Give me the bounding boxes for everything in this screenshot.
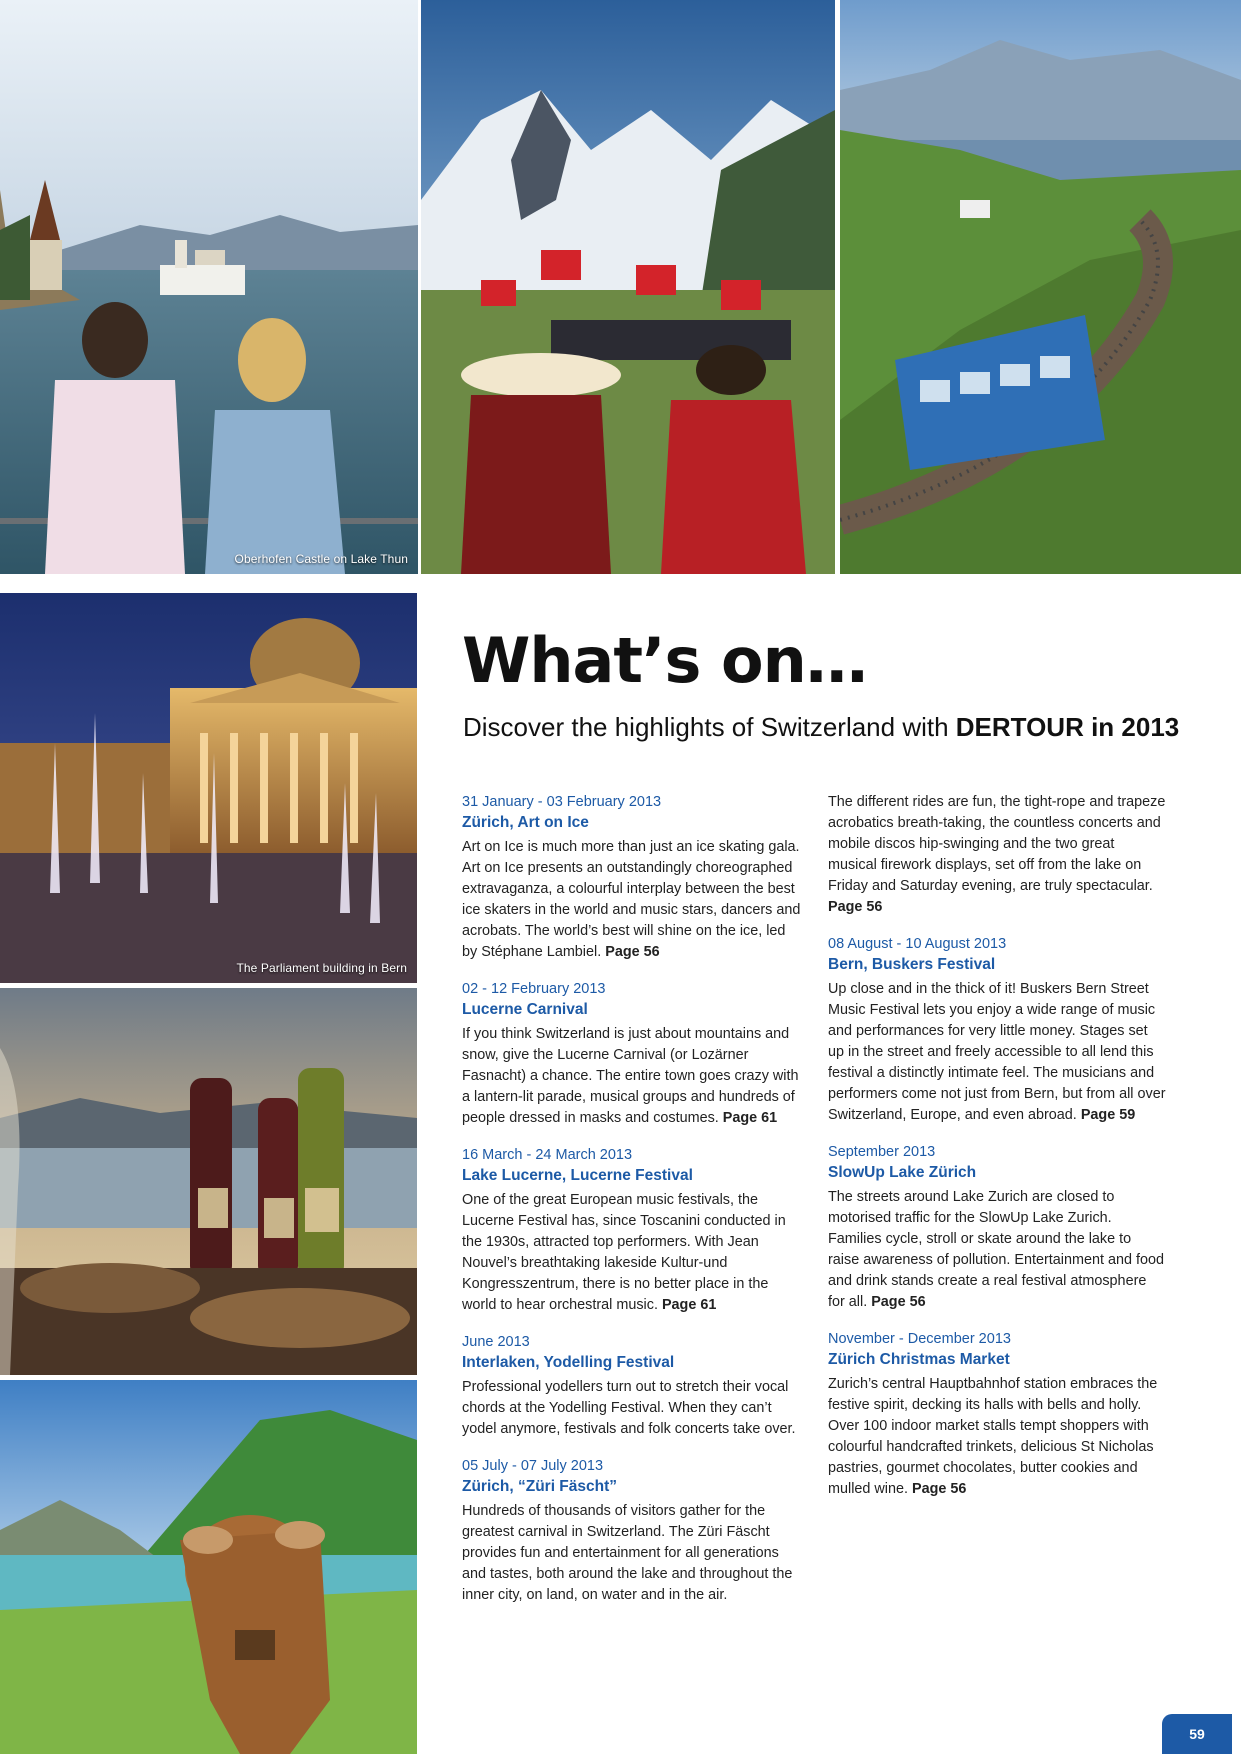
event-page-ref: Page 56 [828,899,883,915]
event-date: 31 January - 03 February 2013 [462,794,662,810]
event-text: One of the great European music festivals, the Lucerne Festival has, since Toscanini conducted in the 1930s, attracted top performers. With Jean Nouvel’s breathtaking lakeside Kultur-und Kongresszentrum, there is no better place in the world to hear orchestral music. [462,1192,786,1313]
event-name: Bern, Buskers Festival [828,956,996,973]
event-name: Zürich Christmas Market [828,1351,1010,1368]
event-continuation [828,792,1166,918]
event-item [462,979,802,1129]
photo-caption: The Parliament building in Bern [236,961,407,975]
event-date: 16 March - 24 March 2013 [462,1147,633,1163]
event-name: Zürich, “Züri Fäscht” [462,1478,618,1495]
mountain-railway-illustration [840,0,1241,574]
event-date: September 2013 [828,1144,936,1160]
event-date: June 2013 [462,1334,530,1350]
page-title: What’s on… [462,624,867,697]
event-date: November - December 2013 [828,1331,1011,1347]
event-description [828,1374,1166,1500]
event-item [828,1329,1166,1500]
event-item [462,1332,802,1440]
photo-alpine-cow [0,1380,417,1754]
event-name: Interlaken, Yodelling Festival [462,1354,675,1371]
photo-wine-lakeside [0,988,417,1375]
event-description [462,1190,802,1316]
event-text: The different rides are fun, the tight-rope and trapeze acrobatics breath-taking, the countless concerts and mobile discos hip-swinging and the two great musical firework displays, set off from the lake on Friday and Saturday evening, are truly spectacular. [828,794,1166,894]
event-text: Zurich’s central Hauptbahnhof station embraces the festive spirit, decking its halls with bells and holly. Over 100 indoor market stalls tempt shoppers with colourful handcrafted trinkets, delicious St Nicholas pastries, gourmet chocolates, butter cookies and mulled wine. [828,1376,1158,1497]
photo-caption: Oberhofen Castle on Lake Thun [234,552,408,566]
event-item [828,934,1166,1126]
subtitle-text: Discover the highlights of Switzerland with [463,712,956,742]
event-text: The streets around Lake Zurich are closed to motorised traffic for the SlowUp Lake Zurich. Families cycle, stroll or skate around the lake to raise awareness of pollution. Entertainment and food and drink stands create a real festival atmosphere for all. [828,1189,1164,1310]
event-page-ref: Page 61 [661,1297,717,1313]
page-subtitle [463,712,1179,743]
event-date: 05 July - 07 July 2013 [462,1458,604,1474]
event-item [462,792,802,963]
photo-oberhofen-castle [0,0,418,574]
event-item [462,1145,802,1316]
alpine-cow-illustration [0,1380,417,1754]
event-description [828,979,1166,1126]
event-text: Professional yodellers turn out to stretch their vocal chords at the Yodelling Festival. When they can’t yodel anymore, festivals and folk concerts take over. [462,1379,796,1437]
page-number: 59 [1162,1714,1232,1754]
subtitle-brand: DERTOUR in 2013 [955,712,1180,742]
photo-alpine-festival [421,0,835,574]
alpine-festival-illustration [421,0,835,574]
events-column-left [462,792,802,1622]
event-text: Art on Ice is much more than just an ice skating gala. Art on Ice presents an outstandingly choreographed extravaganza, a colourful interplay between the best ice skaters in the world and music stars, dancers and acrobats. The world’s best will shine on the ice, led by Stéphane Lambiel. [462,839,801,960]
event-name: Zürich, Art on Ice [462,814,589,831]
event-page-ref: Page 56 [871,1294,926,1310]
event-page-ref: Page 56 [605,944,660,960]
event-description [462,1501,802,1606]
event-page-ref: Page 56 [912,1481,967,1497]
event-date: 02 - 12 February 2013 [462,981,606,997]
event-item [462,1456,802,1606]
event-name: Lake Lucerne, Lucerne Festival [462,1167,693,1184]
wine-lakeside-illustration [0,988,417,1375]
event-text: Hundreds of thousands of visitors gather for the greatest carnival in Switzerland. The Züri Fäscht provides fun and entertainment for all generations and tastes, both around the lake and throughout the inner city, on land, on water and in the air. [462,1503,793,1603]
event-name: Lucerne Carnival [462,1001,588,1018]
bern-parliament-illustration [0,593,417,983]
photo-mountain-railway [840,0,1241,574]
event-date: 08 August - 10 August 2013 [828,936,1007,952]
event-page-ref: Page 61 [722,1110,778,1126]
event-description [462,1377,802,1440]
event-description [828,792,1166,918]
event-text: If you think Switzerland is just about mountains and snow, give the Lucerne Carnival (or Lozärner Fasnacht) a chance. The entire town goes crazy with a lantern-lit parade, musical groups and hundreds of people dressed in masks and costumes. [462,1026,799,1126]
event-page-ref: Page 59 [1080,1107,1136,1123]
lake-thun-illustration [0,0,418,574]
events-column-right [828,792,1166,1516]
event-name: SlowUp Lake Zürich [828,1164,977,1181]
event-description [462,837,802,963]
event-item [828,1142,1166,1313]
event-description [462,1024,802,1129]
event-text: Up close and in the thick of it! Buskers Bern Street Music Festival lets you enjoy a wide range of music and performances for very little money. Stages set up in the street and freely accessible to all lend this festival a distinctly intimate feel. The musicians and performers come not just from Bern, but from all over Switzerland, Europe, and even abroad. [828,981,1166,1123]
photo-bern-parliament [0,593,417,983]
event-description [828,1187,1166,1313]
